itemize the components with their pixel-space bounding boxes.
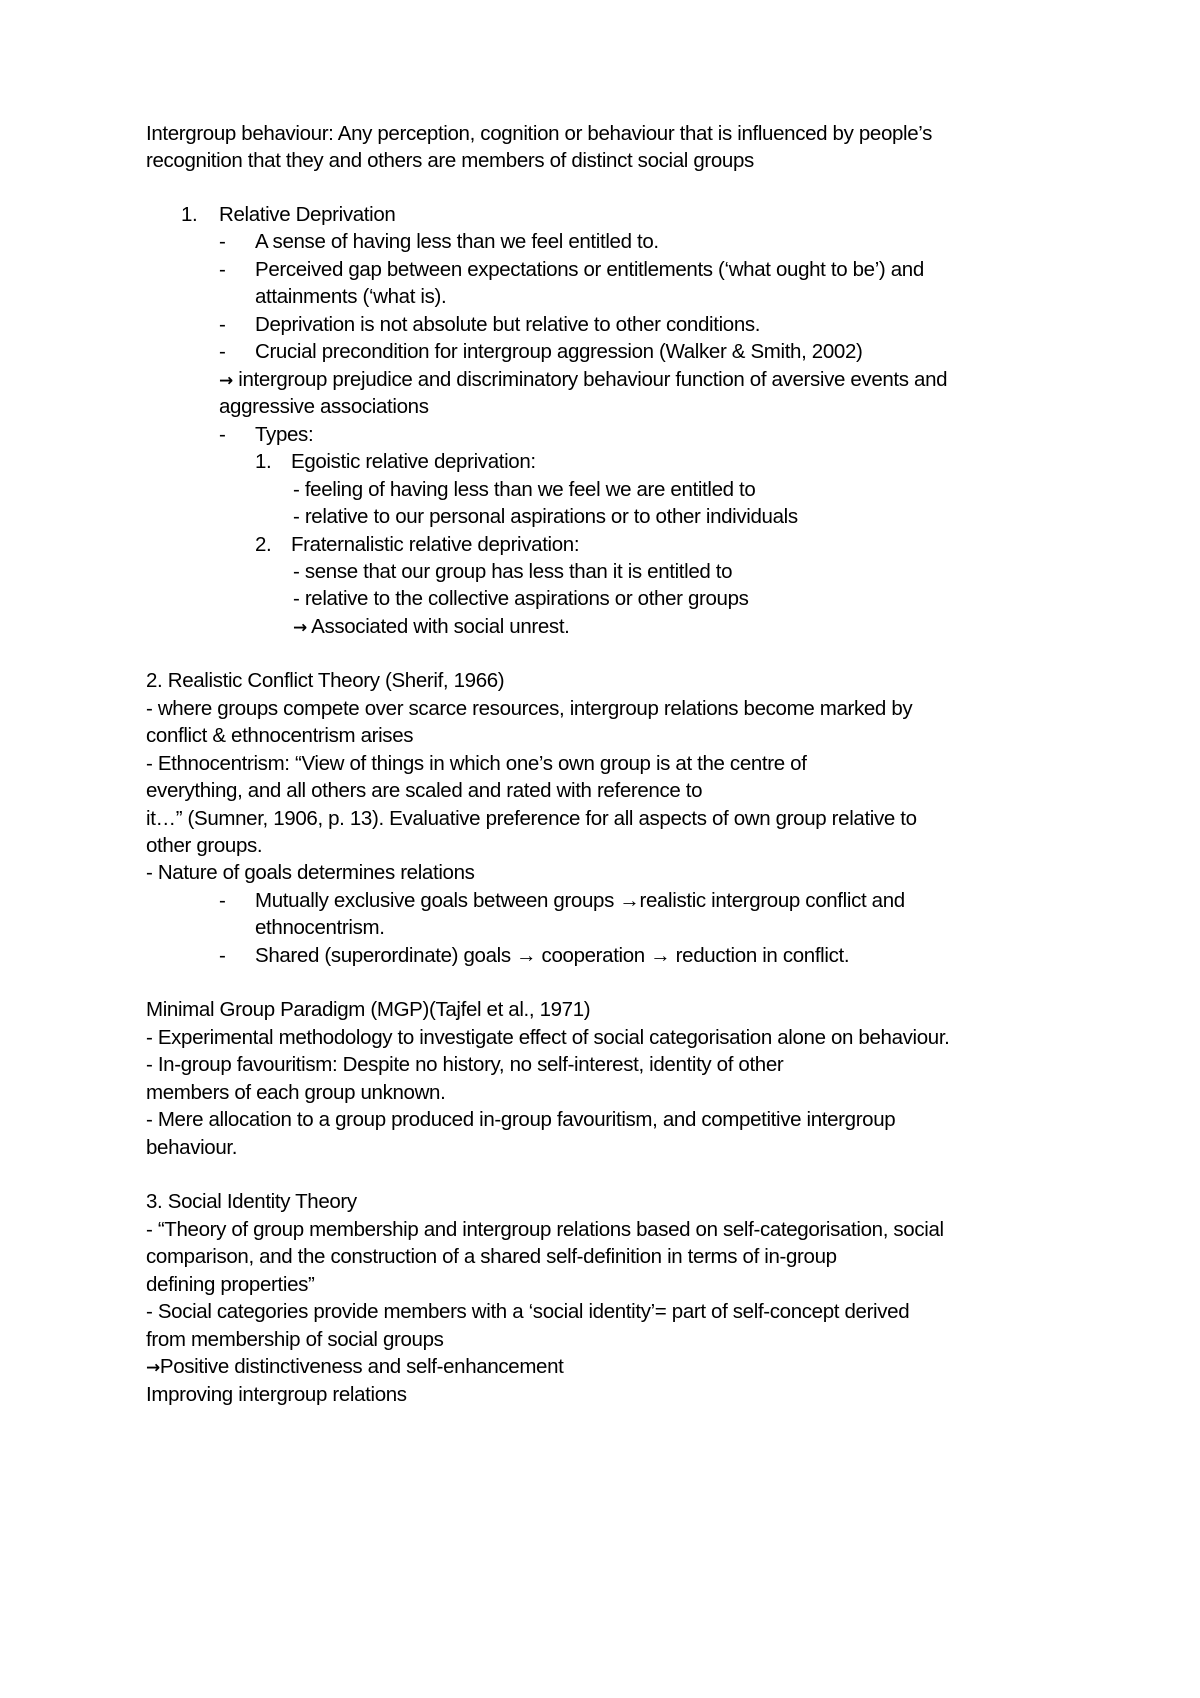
arrow-line (146, 1352, 564, 1383)
bullet-item: Perceived gap between expectations or entitlements (‘what ought to be’) and (255, 258, 924, 281)
definition-line: Intergroup behaviour: Any perception, cognition or behaviour that is influenced by people’s (146, 122, 933, 145)
text-line: - Ethnocentrism: “View of things in which one’s own group is at the centre of (146, 752, 807, 775)
numbered-subitem: Fraternalistic relative deprivation: (291, 533, 580, 556)
bullet-item: Crucial precondition for intergroup aggression (Walker & Smith, 2002) (255, 340, 863, 363)
bullet-item: Deprivation is not absolute but relative to other conditions. (255, 313, 761, 336)
text-line: members of each group unknown. (146, 1081, 446, 1104)
arrow-line-text: Associated with social unrest. (306, 615, 570, 638)
section-heading-social-identity-theory: 3. Social Identity Theory (146, 1190, 357, 1213)
bullet-continuation: ethnocentrism. (255, 916, 385, 939)
bullet-marker: - (219, 230, 226, 253)
text-line: - Mere allocation to a group produced in-group favouritism, and competitive intergroup (146, 1108, 896, 1131)
text-line: - Social categories provide members with a ‘social identity’= part of self-concept derived (146, 1300, 910, 1323)
text-line: - where groups compete over scarce resources, intergroup relations become marked by (146, 697, 913, 720)
sub-bullet: - feeling of having less than we feel we are entitled to (293, 478, 756, 501)
right-arrow-icon: → (146, 1358, 160, 1378)
text-line: - In-group favouritism: Despite no history, no self-interest, identity of other (146, 1053, 784, 1076)
right-arrow-icon: → (293, 618, 307, 638)
list-number: 2. (255, 533, 272, 556)
bullet-item: A sense of having less than we feel entitled to. (255, 230, 659, 253)
section-heading-relative-deprivation: Relative Deprivation (219, 203, 396, 226)
arrow-line-text: intergroup prejudice and discriminatory behaviour function of aversive events and (232, 368, 948, 391)
text-line: - “Theory of group membership and intergroup relations based on self-categorisation, social (146, 1218, 944, 1241)
text-line: from membership of social groups (146, 1328, 444, 1351)
section-heading-realistic-conflict-theory: 2. Realistic Conflict Theory (Sherif, 1966) (146, 669, 505, 692)
list-number: 1. (181, 203, 198, 226)
bullet-continuation: attainments (‘what is). (255, 285, 447, 308)
numbered-subitem: Egoistic relative deprivation: (291, 450, 536, 473)
sub-bullet: - relative to the collective aspirations or other groups (293, 587, 749, 610)
right-arrow-icon: → (219, 371, 233, 391)
bullet-marker: - (219, 313, 226, 336)
text-line: other groups. (146, 834, 263, 857)
text-line: aggressive associations (219, 395, 429, 418)
bullet-marker: - (219, 944, 226, 967)
text-line: behaviour. (146, 1136, 238, 1159)
bullet-marker: - (219, 423, 226, 446)
bullet-marker: - (219, 258, 226, 281)
arrow-line (293, 612, 570, 643)
bullet-item: Shared (superordinate) goals → cooperation → reduction in conflict. (255, 944, 850, 967)
arrow-line-text: Positive distinctiveness and self-enhancement (159, 1355, 564, 1378)
bullet-marker: - (219, 340, 226, 363)
sub-bullet: - sense that our group has less than it is entitled to (293, 560, 733, 583)
text-line: conflict & ethnocentrism arises (146, 724, 414, 747)
definition-line: recognition that they and others are members of distinct social groups (146, 149, 754, 172)
sub-bullet: - relative to our personal aspirations or to other individuals (293, 505, 798, 528)
text-line: comparison, and the construction of a shared self-definition in terms of in-group (146, 1245, 837, 1268)
text-line: - Experimental methodology to investigate effect of social categorisation alone on behaviour. (146, 1026, 950, 1049)
text-line: everything, and all others are scaled and rated with reference to (146, 779, 703, 802)
text-line: - Nature of goals determines relations (146, 861, 475, 884)
text-line: it…” (Sumner, 1906, p. 13). Evaluative preference for all aspects of own group relative to (146, 807, 917, 830)
list-number: 1. (255, 450, 272, 473)
section-heading-minimal-group-paradigm: Minimal Group Paradigm (MGP)(Tajfel et al., 1971) (146, 998, 591, 1021)
text-line: Improving intergroup relations (146, 1383, 407, 1406)
bullet-marker: - (219, 889, 226, 912)
bullet-item: Types: (255, 423, 314, 446)
text-line: defining properties” (146, 1273, 315, 1296)
bullet-item: Mutually exclusive goals between groups →realistic intergroup conflict and (255, 889, 905, 912)
